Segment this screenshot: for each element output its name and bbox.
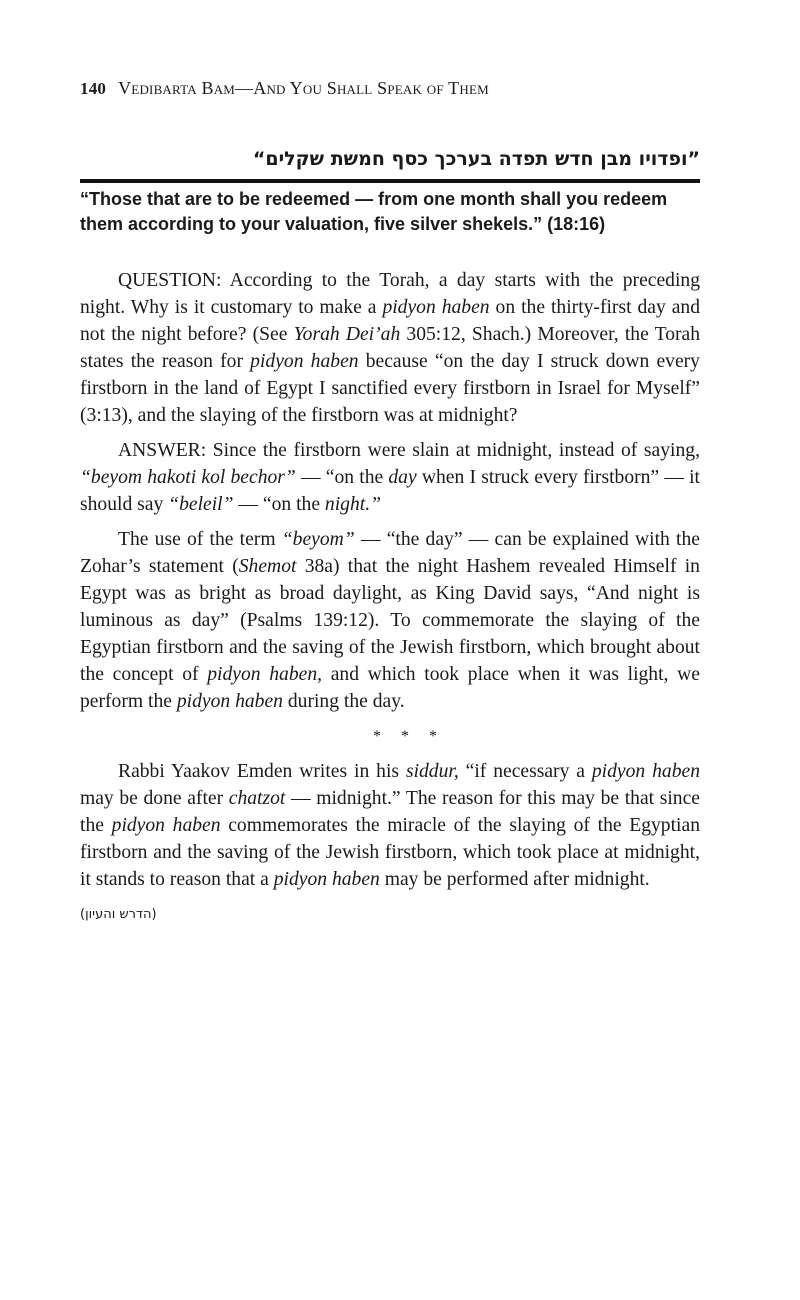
answer-paragraph: ANSWER: Since the firstborn were slain at midnight, instead of saying, “beyom hakoti kol bechor” — “on the day when I struck every firstborn” — it should say “beleil” — “on the night.” <box>80 440 700 515</box>
page-number: 140 <box>80 79 107 98</box>
question-paragraph: QUESTION: According to the Torah, a day starts with the preceding night. Why is it customary to make a pidyon haben on the thirty-first day and not the night before? (See Yorah Dei’ah 305:12, Shach.) Moreover, the Torah states the reason for pidyon haben because “on the day I struck down every firstborn in the land of Egypt I sanctified every firstborn in Israel for Myself” (3:13), and the slaying of the firstborn was at midnight? <box>80 270 701 426</box>
body-text <box>80 267 700 936</box>
emden-paragraph: Rabbi Yaakov Emden writes in his siddur, “if necessary a pidyon haben may be done after chatzot — midnight.” The reason for this may be that since the pidyon haben commemorates the miracle of the slaying of the Egyptian firstborn and the saving of the Jewish firstborn, which took place at midnight, it stands to reason that a pidyon haben may be performed after midnight. <box>80 761 700 890</box>
english-verse: “Those that are to be redeemed — from one month shall you redeem them according to your valuation, five silver shekels.” (18:16) <box>80 189 668 234</box>
hebrew-verse: ”ופדויו מבן חדש תפדה בערכך כסף חמשת שקלים“ <box>252 148 700 170</box>
source-citation: (הדרש והעיון) <box>80 907 157 922</box>
section-separator: * * * <box>373 728 445 745</box>
explanation-paragraph: The use of the term “beyom” — “the day” — can be explained with the Zohar’s statement (Shemot 38a) that the night Hashem revealed Himself in Egypt was as bright as broad daylight, as King David says, “And night is luminous as day” (Psalms 139:12). To commemorate the slaying of the Egyptian firstborn and the saving of the Jewish firstborn, which brought about the concept of pidyon haben, and which took place when it was light, we perform the pidyon haben during the day. <box>80 529 700 712</box>
running-title: Vedibarta Bam—And You Shall Speak of Them <box>118 78 489 98</box>
running-header <box>80 78 489 99</box>
heading-rule <box>80 179 700 183</box>
